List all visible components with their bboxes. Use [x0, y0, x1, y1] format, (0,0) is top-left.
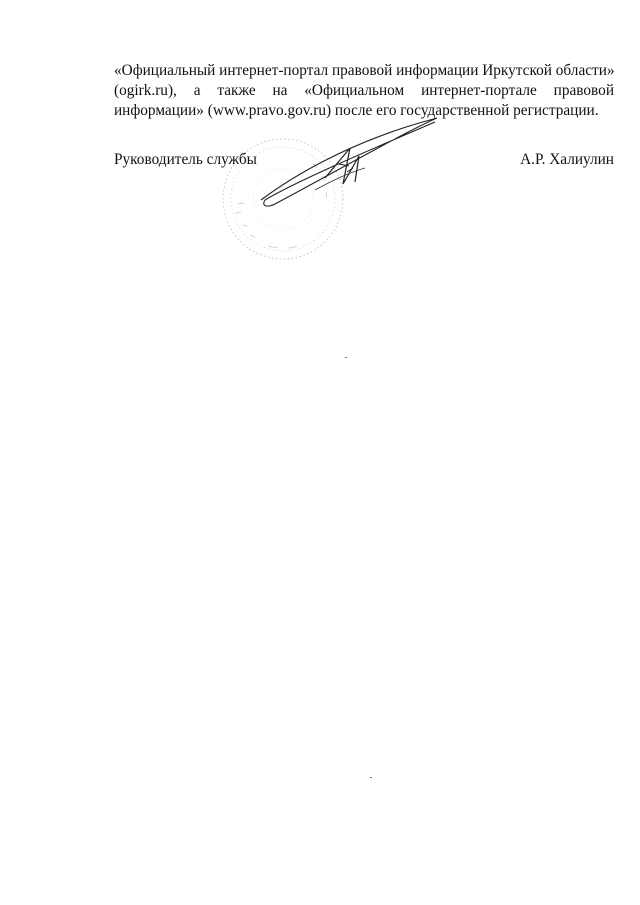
- paragraph-word: «Официальном: [304, 82, 405, 99]
- scan-speck: [370, 777, 372, 778]
- paragraph-word: интернет-портале: [421, 82, 537, 99]
- signature-block: [114, 150, 614, 170]
- paragraph-word: также: [217, 82, 256, 99]
- paragraph-line-2: [114, 81, 614, 101]
- scan-speck: [345, 357, 347, 358]
- paragraph-word: а: [193, 82, 201, 99]
- paragraph-line-3: информации» (www.pravo.gov.ru) после его государственной регистрации.: [114, 102, 599, 119]
- paragraph-word: на: [272, 82, 288, 99]
- signatory-name: А.Р. Халиулин: [520, 151, 614, 168]
- paragraph-word: (ogirk.ru),: [114, 82, 177, 99]
- paragraph-line-1: «Официальный интернет-портал правовой информации Иркутской области»: [114, 62, 615, 79]
- signatory-position: Руководитель службы: [114, 151, 257, 168]
- paragraph-word: правовой: [553, 82, 614, 99]
